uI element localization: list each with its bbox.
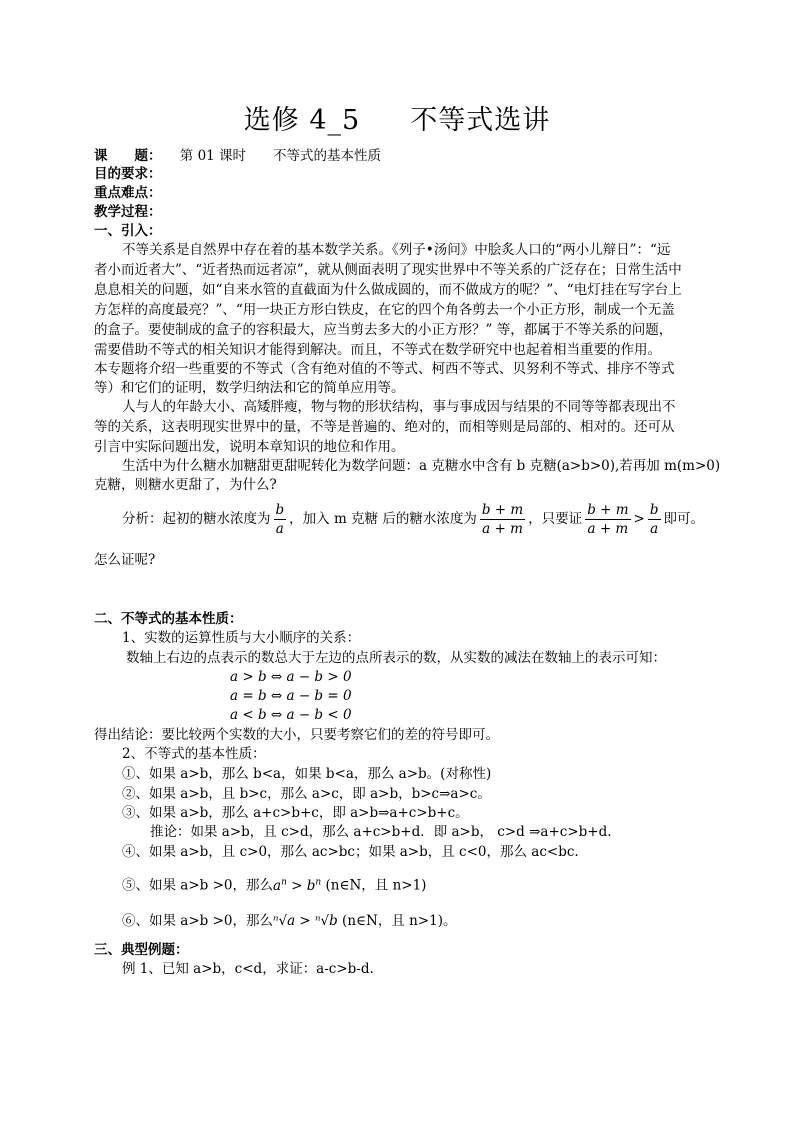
analysis-text-c: ，只要证 [528, 511, 583, 527]
example-1: 例 1、已知 a>b，c<d，求证：a-c>b-d. [122, 961, 374, 977]
property-4: ④、如果 a>b，且 c>0，那么 ac>bc；如果 a>b，且 c<0，那么 ac<bc. [122, 844, 579, 860]
section2-heading: 二、不等式的基本性质： [94, 611, 243, 627]
property-1: ①、如果 a>b，那么 b<a，如果 b<a，那么 a>b。(对称性) [122, 766, 492, 782]
conclusion: 得出结论：要比较两个实数的大小，只要考察它们的差的符号即可。 [94, 727, 499, 743]
paragraph2-line: 引言中实际问题出发，说明本章知识的地位和作用。 [94, 439, 405, 455]
intro-paragraph-line: 者小而近者大”、“近者热而远者凉”，就从侧面表明了现实世界中不等关系的广泛存在；日常生活中 [94, 262, 682, 278]
analysis-text-d: 即可。 [663, 511, 704, 527]
property-3: ③、如果 a>b，那么 a+c>b+c，即 a>b⇒a+c>b+c。 [122, 805, 469, 821]
title-part2: 不等式选讲 [410, 105, 551, 136]
analysis-text-a: 分析：起初的糖水浓度为 [122, 511, 271, 527]
power-expression: $a^n > b^n$ [273, 877, 322, 894]
intro-paragraph-line: 不等关系是自然界中存在着的基本数学关系。《列子•汤问》中脍炙人口的“两小儿辩日”：“远 [122, 242, 671, 258]
intro-paragraph-line: 的盒子。要使制成的盒子的容积最大，应当剪去多大的小正方形？” 等，都属于不等关系的问题， [94, 322, 673, 338]
property-6: ⑥、如果 a>b >0，那么ⁿ√a > ⁿ√b (n∈N，且 n>1)。 [122, 913, 457, 929]
subsection-1-title: 1、实数的运算性质与大小顺序的关系： [122, 630, 361, 646]
process-label: 教学过程： [94, 204, 162, 220]
paragraph2-line: 等的关系，这表明现实世界中的量，不等是普遍的、绝对的，而相等则是局部的、相对的。还可从 [94, 419, 675, 435]
fraction-bm-over-am: $\frac{b + m}{a + m}$ [481, 502, 524, 537]
key-label: 重点难点： [94, 185, 162, 201]
number-line-statement: 数轴上右边的点表示的数总大于左边的点所表示的数，从实数的减法在数轴上的表示可知： [126, 650, 666, 666]
intro-paragraph-line: 等）和它们的证明，数学归纳法和它的简单应用等。 [94, 380, 405, 396]
analysis-line [122, 500, 742, 538]
course-label: 课 题： [94, 148, 162, 164]
page-title [0, 98, 794, 137]
property-5: ⑤、如果 a>b >0，那么$a^n > b^n$ (n∈N，且 n>1) [122, 877, 427, 894]
paragraph2-line: 人与人的年龄大小、高矮胖瘦，物与物的形状结构，事与事成因与结果的不同等等都表现出不 [122, 399, 676, 415]
root-expression: ⁿ√a > ⁿ√b [273, 913, 338, 929]
course-line [94, 146, 714, 166]
property-3-corollary: 推论：如果 a>b，且 c>d，那么 a+c>b+d．即 a>b， c>d ⇒a+c>b+d. [150, 824, 612, 840]
intro-paragraph-line: 需要借助不等式的相关知识才能得到解决。而且，不等式在数学研究中也起着相当重要的作用。 [94, 342, 661, 358]
property-2: ②、如果 a>b，且 b>c，那么 a>c，即 a>b，b>c⇒a>c。 [122, 786, 491, 802]
subsection-2-title: 2、不等式的基本性质： [122, 746, 266, 762]
how-to-prove: 怎么证呢? [94, 552, 156, 568]
greater-than-sign: > [633, 511, 645, 527]
intro-paragraph-line: 本专题将介绍一些重要的不等式（含有绝对值的不等式、柯西不等式、贝努利不等式、排序不等式 [94, 361, 675, 377]
goal-label: 目的要求： [94, 166, 162, 182]
paragraph3-line: 生活中为什么糖水加糖甜更甜呢转化为数学问题：a 克糖水中含有 b 克糖(a>b>0),若再加 m(m>0) [122, 458, 721, 474]
course-value: 第 01 课时 不等式的基本性质 [179, 148, 382, 164]
fraction-b-over-a-2: $\frac{b}{a}$ [649, 502, 659, 537]
title-part1: 选修 4_5 [243, 105, 361, 136]
intro-paragraph-line: 方怎样的高度最亮？”、“用一块正方形白铁皮，在它的四个角各剪去一个小正方形，制成一个无盖 [94, 302, 675, 318]
analysis-text-b: ，加入 m 克糖 后的糖水浓度为 [289, 511, 477, 527]
fraction-bm-over-am-2: $\frac{b + m}{a + m}$ [587, 502, 629, 537]
section1-heading: 一、引入： [94, 223, 162, 239]
equivalence-equal: a = b ⇔ a − b = 0 [230, 688, 352, 704]
section3-heading: 三、典型例题： [94, 942, 189, 958]
paragraph3-line: 克糖，则糖水更甜了，为什么? [94, 477, 277, 493]
intro-paragraph-line: 息息相关的问题，如“自来水管的直截面为什么做成圆的，而不做成方的呢？”、“电灯挂在写字台上 [94, 282, 682, 298]
fraction-b-over-a: $\frac{b}{a}$ [275, 502, 285, 537]
equivalence-greater: a > b ⇔ a − b > 0 [230, 669, 352, 685]
equivalence-less: a < b ⇔ a − b < 0 [230, 707, 352, 723]
